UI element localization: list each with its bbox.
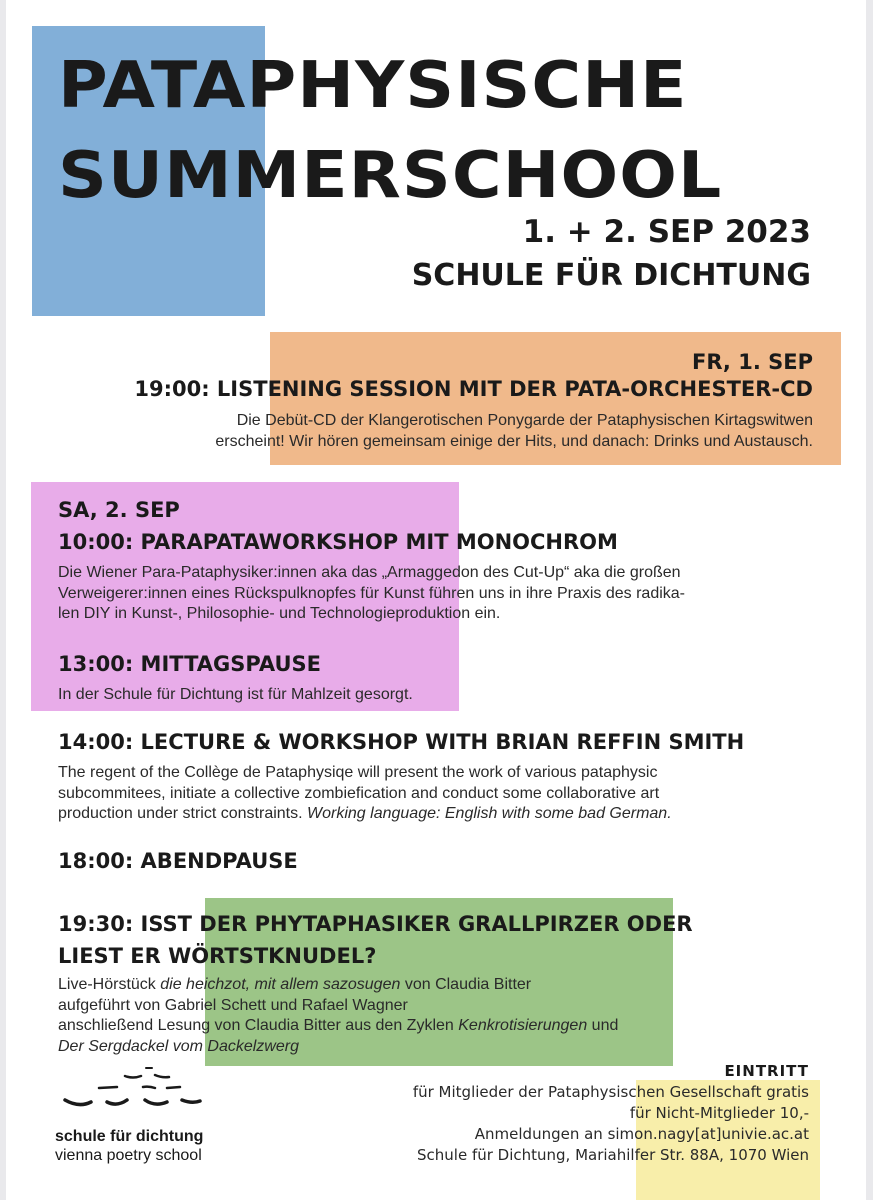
- description-line: subcommitees, initiate a collective zombiefication and conduct some collaborative art: [58, 784, 660, 802]
- title-line-1: PATAPHYSISCHE: [58, 49, 688, 123]
- friday-event-description: [215, 411, 813, 452]
- description-line: len DIY in Kunst-, Philosophie- und Technologieproduktion ein.: [58, 605, 501, 622]
- event-description-performance: [58, 975, 618, 1057]
- event-venue: SCHULE FÜR DICHTUNG: [411, 258, 811, 293]
- description-line: erscheint! Wir hören gemeinsam einige der Hits, und danach: Drinks und Austausch.: [215, 432, 813, 450]
- event-title-lecture: 14:00: LECTURE & WORKSHOP WITH BRIAN REFFIN SMITH: [58, 730, 745, 754]
- description-line: Die Wiener Para-Pataphysiker:innen aka das „Armaggedon des Cut-Up“ aka die großen: [58, 564, 681, 581]
- description-text: anschließend Lesung von Claudia Bitter aus den Zyklen: [58, 1017, 459, 1034]
- title-line-2: SUMMERSCHOOL: [58, 139, 723, 213]
- description-line: [58, 1016, 618, 1037]
- description-line: [58, 804, 672, 825]
- description-text: von Claudia Bitter: [400, 976, 532, 993]
- logo-wave-marks-icon: [55, 1062, 215, 1126]
- saturday-day-label: SA, 2. SEP: [58, 498, 180, 522]
- description-line: [58, 1037, 618, 1058]
- description-text: production under strict constraints.: [58, 805, 308, 822]
- logo-name: schule für dichtung: [55, 1128, 204, 1145]
- school-logo: [55, 1062, 255, 1172]
- title-line: LIEST ER WÖRTSTKNUDEL?: [58, 944, 377, 968]
- description-line: Verweigerer:innen eines Rückspulknopfes für Kunst führen uns in ihre Praxis des radika-: [58, 584, 685, 602]
- entry-info: [413, 1082, 809, 1166]
- entry-line-members: für Mitglieder der Pataphysischen Gesellschaft gratis: [412, 1083, 809, 1101]
- event-title-workshop: 10:00: PARAPATAWORKSHOP MIT MONOCHROM: [58, 530, 618, 554]
- title-line: 19:30: ISST DER PHYTAPHASIKER GRALLPIRZER ODER: [58, 912, 693, 936]
- event-description-lecture: [58, 763, 672, 825]
- entry-line-registration: Anmeldungen an simon.nagy[at]univie.ac.at: [474, 1125, 809, 1143]
- working-language-note: Working language: English with some bad German.: [307, 805, 672, 822]
- page-edge-right: [866, 0, 873, 1200]
- event-title-lunch: 13:00: MITTAGSPAUSE: [58, 652, 321, 676]
- friday-day-label: FR, 1. SEP: [692, 350, 813, 374]
- description-text: und: [587, 1017, 619, 1034]
- description-line: The regent of the Collège de Pataphysiqe will present the work of various pataphysic: [58, 764, 658, 781]
- work-title: die heichzot, mit allem sazosugen: [160, 976, 401, 993]
- description-line: Die Debüt-CD der Klangerotischen Ponygarde der Pataphysischen Kirtagswitwen: [236, 412, 813, 429]
- logo-subtitle: vienna poetry school: [55, 1147, 202, 1164]
- description-line: [58, 975, 618, 996]
- page-edge-left: [0, 0, 6, 1200]
- event-description-workshop: [58, 563, 685, 625]
- entry-line-address: Schule für Dichtung, Mariahilfer Str. 88A, 1070 Wien: [417, 1146, 809, 1164]
- work-title: Der Sergdackel vom Dackelzwerg: [58, 1037, 299, 1055]
- description-line: aufgeführt von Gabriel Schett und Rafael Wagner: [58, 996, 408, 1014]
- event-description-lunch: In der Schule für Dichtung ist für Mahlzeit gesorgt.: [58, 686, 413, 703]
- description-text: Live-Hörstück: [58, 976, 161, 993]
- event-dates: 1. + 2. SEP 2023: [522, 214, 811, 250]
- work-title: Kenkrotisierungen: [458, 1017, 588, 1034]
- entry-label: EINTRITT: [724, 1062, 809, 1080]
- friday-event-title: 19:00: LISTENING SESSION MIT DER PATA-ORCHESTER-CD: [134, 377, 813, 401]
- event-title-dinner-break: 18:00: ABENDPAUSE: [58, 849, 298, 873]
- event-title-performance: [58, 908, 693, 972]
- entry-line-non-members: für Nicht-Mitglieder 10,-: [629, 1104, 809, 1122]
